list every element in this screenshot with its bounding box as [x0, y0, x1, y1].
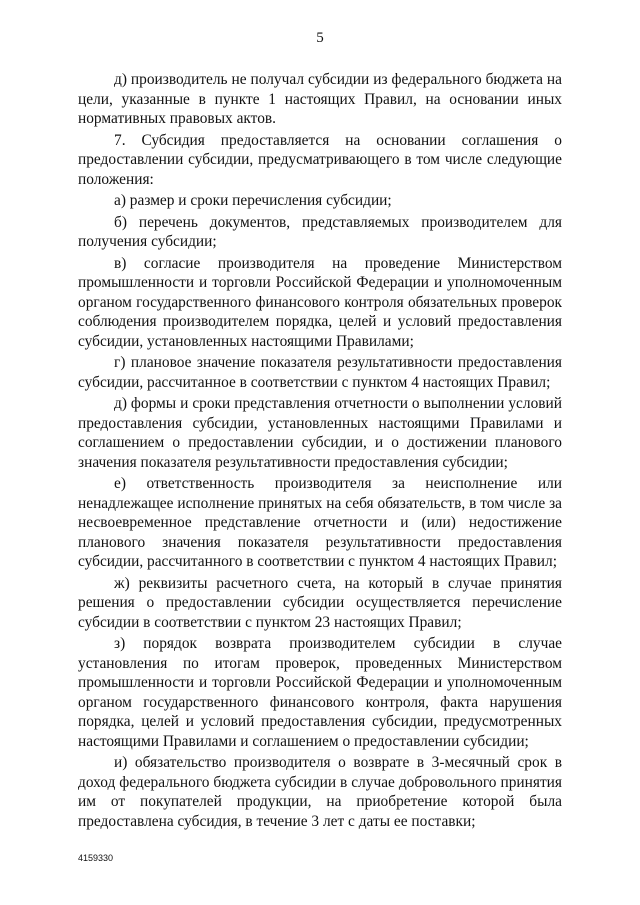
- page-number: 5: [316, 30, 324, 46]
- document-body: [78, 70, 562, 833]
- paragraph-g-planned-indicator: г) плановое значение показателя результативности предоставления субсидии, рассчитанное в соответствии с пунктом 4 настоящих Правил;: [78, 354, 562, 391]
- paragraph-i-refund-obligation: и) обязательство производителя о возврате в 3-месячный срок в доход федерального бюджета субсидии в случае добровольного принятия им от покупателей продукции, на приобретение которой была предоставлена субсидия, в течение 3 лет с даты ее поставки;: [78, 754, 562, 830]
- paragraph-z-refund-procedure: з) порядок возврата производителем субсидии в случае установления по итогам проверок, проведенных Министерством промышленности и торговли Российской Федерации и уполномоченным органом государственного финансового контроля, факта нарушения порядка, целей и условий предоставления субсидии, предусмотренных настоящими Правилами и соглашением о предоставлении субсидии;: [78, 635, 562, 750]
- paragraph-e-responsibility: е) ответственность производителя за неисполнение или ненадлежащее исполнение принятых на себя обязательств, в том числе за несвоевременное представление отчетности и (или) недостижение планового значения показателя результативности предоставления субсидии, рассчитанного в соответствии с пунктом 4 настоящих Правил;: [78, 475, 562, 570]
- paragraph-a-amount-terms: а) размер и сроки перечисления субсидии;: [114, 192, 392, 209]
- paragraph-d-reporting-forms: д) формы и сроки представления отчетности о выполнении условий предоставления субсидии, установленных настоящими Правилами и соглашением о предоставлении субсидии, и о достижении планового значения показателя результативности предоставления субсидии;: [78, 395, 562, 471]
- paragraph-d-subsidy-not-received: д) производитель не получал субсидии из федерального бюджета на цели, указанные в пункте 1 настоящих Правил, на основании иных нормативных правовых актов.: [78, 71, 562, 127]
- paragraph-v-consent-inspections: в) согласие производителя на проведение Министерством промышленности и торговли Российской Федерации и уполномоченным органом государственного финансового контроля обязательных проверок соблюдения производителем порядка, целей и условий предоставления субсидии, установленных настоящими Правилами;: [78, 254, 562, 350]
- paragraph-b-documents-list: б) перечень документов, представляемых производителем для получения субсидии;: [78, 213, 562, 250]
- paragraph-7-agreement: 7. Субсидия предоставляется на основании соглашения о предоставлении субсидии, предусматривающего в том числе следующие положения:: [78, 131, 562, 188]
- document-code: 4159330: [78, 853, 114, 863]
- paragraph-zh-account-details: ж) реквизиты расчетного счета, на который в случае принятия решения о предоставлении субсидии осуществляется перечисление субсидии в соответствии с пунктом 23 настоящих Правил;: [78, 574, 562, 631]
